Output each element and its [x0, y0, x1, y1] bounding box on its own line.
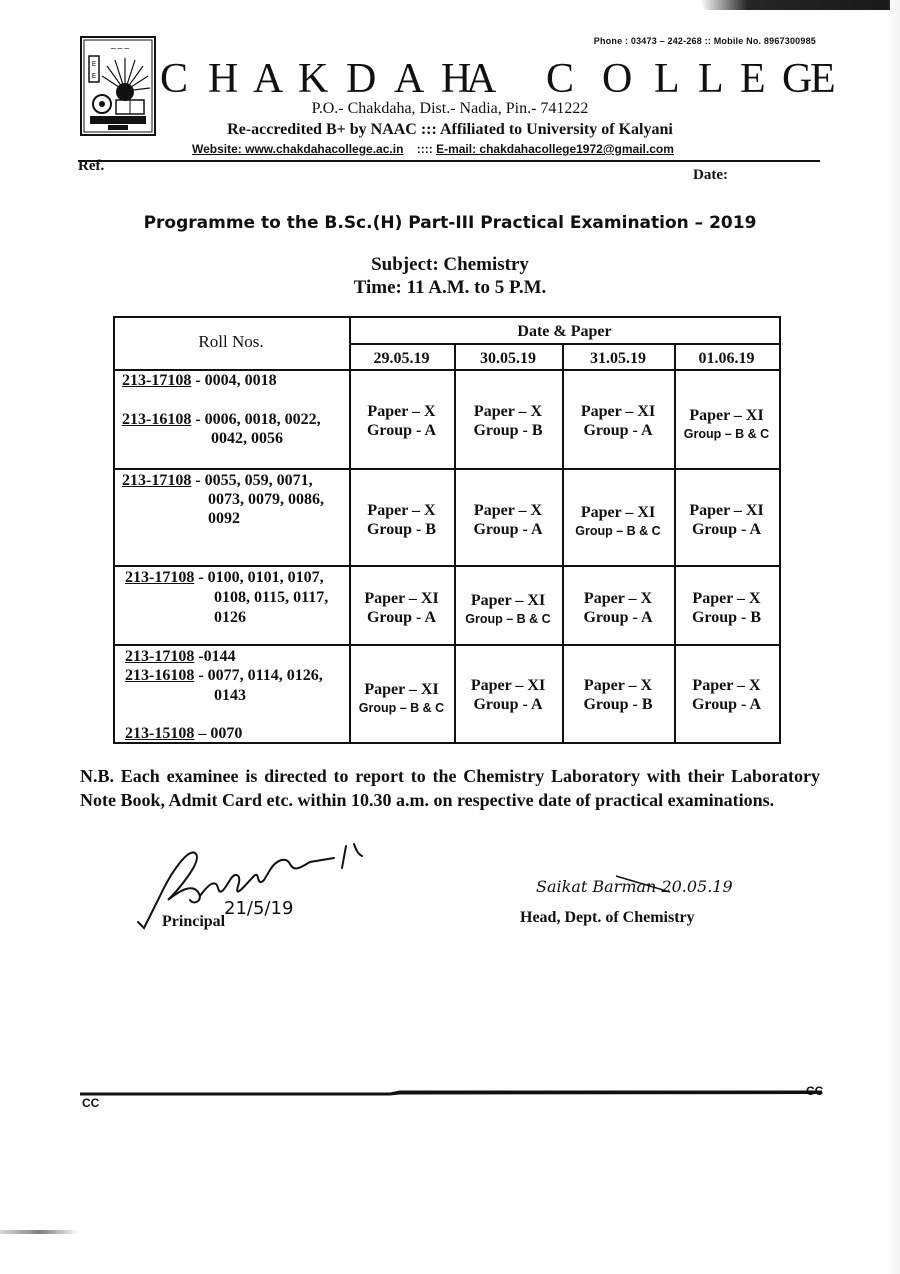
roll-line: 213-17108 - 0004, 0018	[122, 372, 277, 389]
paper-cell: Paper – X Group - B	[473, 403, 543, 439]
roll-line: 0092	[208, 510, 240, 527]
paper-cell: Paper – XI Group – B & C	[683, 407, 770, 441]
college-letter: C	[160, 56, 189, 102]
exam-schedule-table	[113, 316, 781, 744]
roll-line: 0073, 0079, 0086,	[208, 491, 324, 508]
roll-line: 0143	[214, 687, 246, 704]
phone-numbers: Phone : 03473 – 242-268 :: Mobile No. 8967300985	[593, 36, 816, 46]
college-logo	[80, 36, 156, 136]
college-letter: E	[740, 56, 766, 102]
roll-line: 213-17108 - 0055, 059, 0071,	[122, 472, 313, 489]
paper-cell: Paper – X Group - A	[583, 590, 653, 626]
ref-label: Ref.	[78, 158, 105, 174]
time-line: Time: 11 A.M. to 5 P.M.	[353, 277, 547, 298]
paper-cell: Paper – X Group - A	[366, 403, 437, 439]
head-label: Head, Dept. of Chemistry	[520, 909, 695, 926]
college-letter: A	[253, 56, 284, 102]
date-header: 30.05.19	[480, 350, 536, 367]
paper-cell: Paper – XI Group - A	[580, 403, 656, 439]
college-name	[160, 55, 836, 103]
date-header: 01.06.19	[698, 350, 755, 367]
svg-text:Saikat Barman 20.05.19: Saikat Barman 20.05.19	[536, 877, 733, 896]
separator: ::::	[416, 142, 437, 156]
paper-cell: Paper – XI Group - A	[364, 590, 439, 626]
email-link[interactable]: E-mail: chakdahacollege1972@gmail.com	[436, 142, 674, 156]
roll-header: Roll Nos.	[198, 332, 264, 351]
college-letter: G	[782, 56, 813, 102]
date-label: Date:	[693, 167, 728, 183]
college-letter: C	[546, 56, 575, 102]
college-letter: L	[698, 56, 724, 102]
paper-cell: Paper – X Group - B	[366, 502, 437, 538]
paper-cell: Paper – XI Group - A	[689, 502, 764, 538]
college-letter: E	[810, 56, 836, 102]
college-letter: H	[208, 56, 239, 102]
roll-line: 213-16108 - 0077, 0114, 0126,	[125, 667, 323, 684]
principal-signature	[120, 840, 370, 940]
date-header: 31.05.19	[590, 350, 646, 367]
roll-line: 213-16108 - 0006, 0018, 0022,	[122, 411, 321, 428]
paper-cell: Paper – X Group - B	[583, 677, 653, 713]
date-paper-header: Date & Paper	[517, 323, 612, 340]
scan-edge	[887, 0, 900, 1274]
footer-divider	[80, 1083, 822, 1089]
paper-cell: Paper – X Group - A	[691, 677, 762, 713]
note-paragraph: N.B. Each examinee is directed to report to the Chemistry Laboratory with their Laboratory Note Book, Admit Card etc. within 10.30 a.m. on respective date of practical examinations.	[80, 766, 820, 810]
roll-line: 0126	[214, 609, 246, 626]
principal-label: Principal	[162, 913, 226, 930]
subject-line: Subject: Chemistry	[371, 254, 529, 275]
date-header: 29.05.19	[373, 350, 430, 367]
scan-artifact	[0, 1230, 80, 1234]
contact-line	[192, 142, 712, 156]
roll-line: 213-17108 - 0100, 0101, 0107,	[125, 569, 324, 586]
college-address: P.O.- Chakdaha, Dist.- Nadia, Pin.- 741222	[311, 100, 589, 117]
roll-line: 213-17108 -0144	[125, 648, 236, 665]
paper-cell: Paper – XI Group - A	[470, 677, 546, 713]
college-letter: A	[466, 56, 497, 102]
college-letter: D	[346, 56, 377, 102]
paper-cell: Paper – X Group - A	[473, 502, 543, 538]
college-letter: O	[602, 56, 633, 102]
scan-artifact	[700, 0, 890, 10]
programme-title: Programme to the B.Sc.(H) Part-III Practical Examination – 2019	[143, 213, 757, 233]
svg-text:E: E	[91, 72, 97, 80]
college-letter: L	[654, 56, 680, 102]
paper-cell: Paper – XI Group – B & C	[575, 504, 661, 538]
roll-line: 0108, 0115, 0117,	[214, 589, 329, 606]
roll-line: 213-15108 – 0070	[125, 725, 243, 742]
head-signature	[520, 866, 760, 906]
website-link[interactable]: Website: www.chakdahacollege.ac.in	[192, 142, 404, 156]
paper-cell: Paper – XI Group – B & C	[465, 592, 551, 626]
paper-cell: Paper – XI Group – B & C	[358, 681, 445, 715]
cc-label: CC	[806, 1084, 824, 1098]
svg-text:E: E	[91, 60, 97, 68]
header-divider	[78, 160, 820, 162]
roll-line: 0042, 0056	[211, 430, 283, 447]
college-letter: K	[298, 56, 329, 102]
cc-label: CC	[82, 1096, 100, 1110]
college-letter: A	[394, 56, 425, 102]
principal-date: 21/5/19	[224, 898, 294, 919]
college-letter: H	[441, 56, 472, 102]
paper-cell: Paper – X Group - B	[691, 590, 762, 626]
accreditation-line: Re-accredited B+ by NAAC ::: Affiliated to University of Kalyani	[227, 121, 673, 138]
svg-text:~~~: ~~~	[109, 44, 131, 53]
